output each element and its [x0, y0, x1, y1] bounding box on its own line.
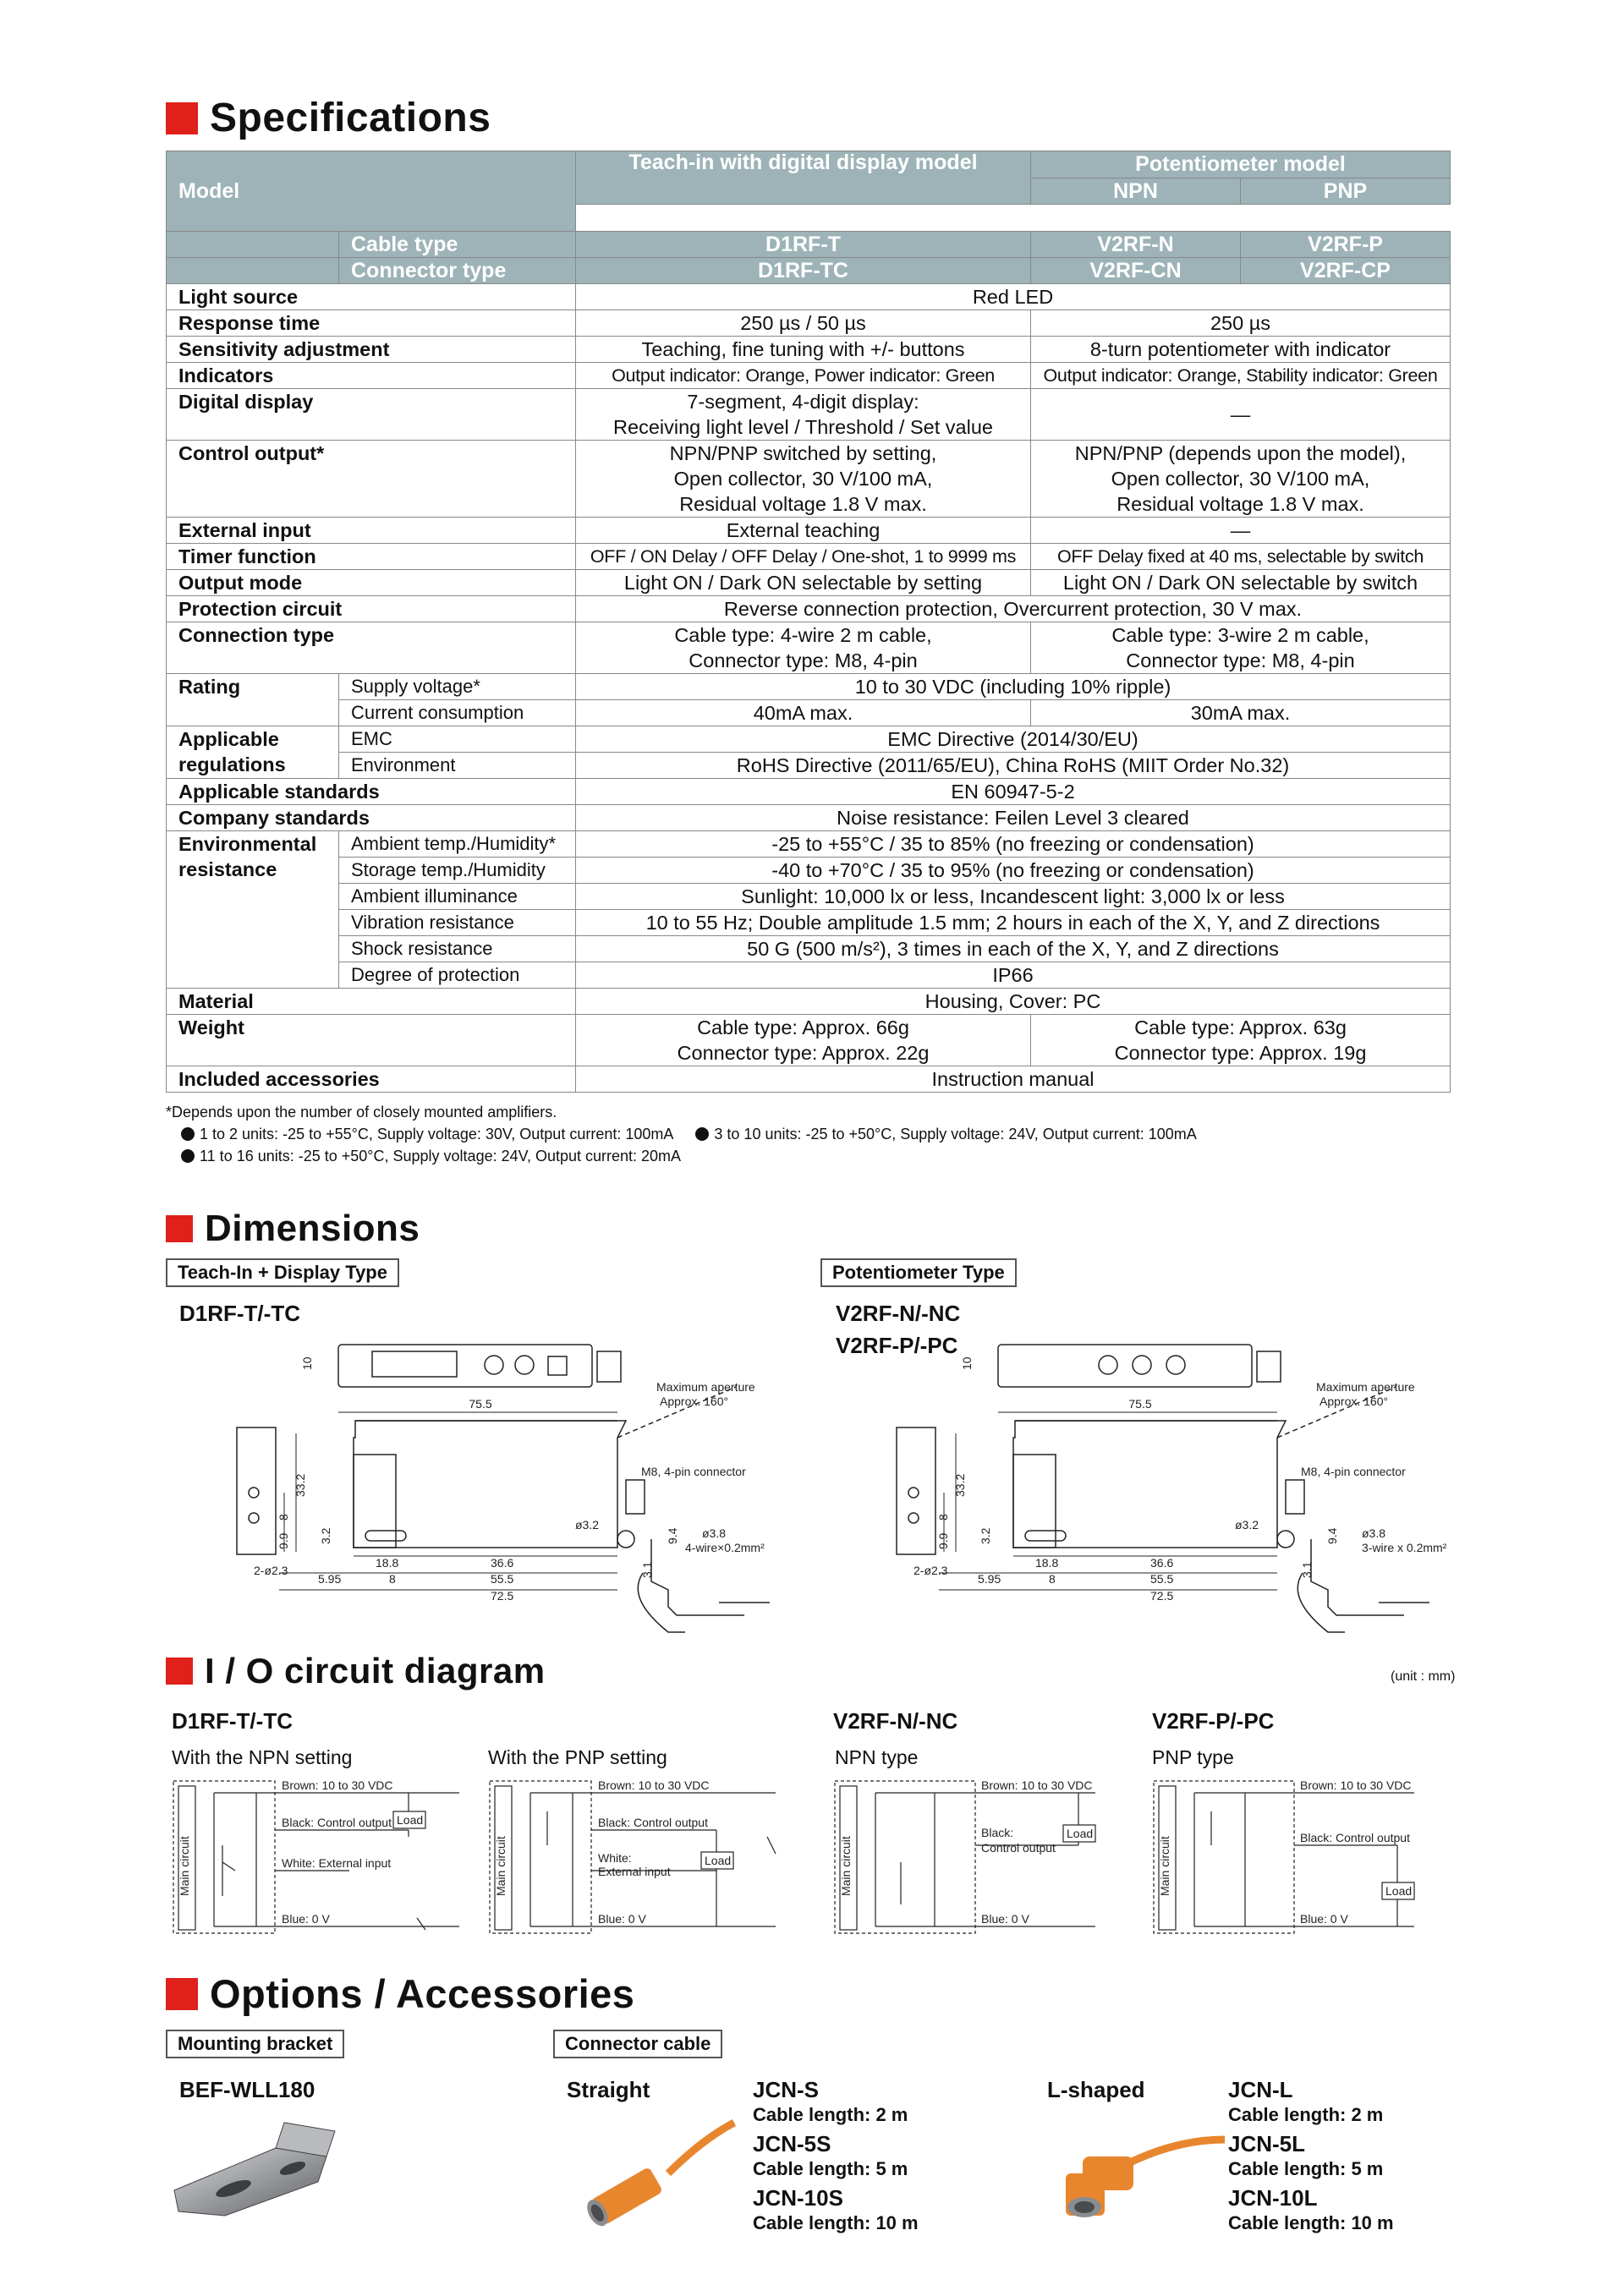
- row-value: 250 µs: [1031, 310, 1451, 337]
- header-npn: NPN: [1031, 178, 1241, 205]
- io-model-mid: V2RF-N/-NC: [833, 1708, 958, 1734]
- dim-label: 5.95: [318, 1572, 342, 1586]
- io-label: Brown: 10 to 30 VDC: [282, 1778, 393, 1792]
- straight-cable-image: [567, 2114, 736, 2241]
- row-value-line: Residual voltage 1.8 V max.: [1116, 493, 1364, 515]
- row-value: Output indicator: Orange, Stability indicator: Green: [1031, 363, 1451, 389]
- row-sublabel: Current consumption: [339, 700, 576, 726]
- row-value: [576, 441, 1031, 518]
- dim-label: M8, 4-pin connector: [641, 1465, 746, 1478]
- section-title: Specifications: [210, 96, 491, 140]
- io-label: Blue: 0 V: [981, 1912, 1029, 1926]
- row-value: 10 to 30 VDC (including 10% ripple): [576, 674, 1451, 700]
- dim-label: 9.4: [1325, 1527, 1339, 1544]
- io-label: Load: [1385, 1884, 1413, 1898]
- dim-label: 2-ø2.3: [254, 1564, 288, 1577]
- note-line: [166, 1145, 1197, 1167]
- cable-length: Cable length: 2 m: [753, 2104, 908, 2125]
- straight-label: Straight: [567, 2077, 650, 2102]
- io-label: Load: [397, 1813, 424, 1827]
- red-square-icon: [166, 102, 198, 134]
- row-label-line: Applicable: [178, 728, 279, 750]
- red-square-icon: [166, 1658, 193, 1685]
- row-label: Response time: [167, 310, 576, 337]
- row-label: External input: [167, 518, 576, 544]
- header-teach-cable: D1RF-T: [576, 232, 1031, 258]
- lshaped-label: L-shaped: [1047, 2077, 1145, 2102]
- header-teach-model: Teach-in with digital display model: [576, 151, 1031, 205]
- row-label: Connection type: [167, 622, 576, 674]
- io-label: Brown: 10 to 30 VDC: [598, 1778, 710, 1792]
- row-value: Noise resistance: Feilen Level 3 cleared: [576, 805, 1451, 831]
- row-value: —: [1031, 389, 1451, 441]
- row-label: Light source: [167, 284, 576, 310]
- row-sublabel: Degree of protection: [339, 962, 576, 989]
- row-sublabel: Environment: [339, 753, 576, 779]
- note-text: 1 to 2 units: -25 to +55°C, Supply voltage: 30V, Output current: 100mA: [200, 1126, 673, 1143]
- row-label: Indicators: [167, 363, 576, 389]
- row-value: Instruction manual: [576, 1066, 1451, 1093]
- cable-model: JCN-5S: [753, 2131, 831, 2156]
- row-value-line: Open collector, 30 V/100 mA,: [1111, 468, 1370, 490]
- row-value: Red LED: [576, 284, 1451, 310]
- row-value: 10 to 55 Hz; Double amplitude 1.5 mm; 2 hours in each of the X, Y, and Z directions: [576, 910, 1451, 936]
- mounting-bracket-image: [166, 2114, 343, 2224]
- io-label: Black:: [981, 1826, 1014, 1839]
- row-value: —: [1031, 518, 1451, 544]
- io-label: Main circuit: [1158, 1836, 1171, 1896]
- row-value: OFF / ON Delay / OFF Delay / One-shot, 1 to 9999 ms: [576, 544, 1031, 570]
- row-label: Included accessories: [167, 1066, 576, 1093]
- row-value-line: Connector type: M8, 4-pin: [1126, 649, 1355, 671]
- red-square-icon: [166, 1215, 193, 1242]
- dim-label: 9.4: [666, 1527, 679, 1544]
- dim-label: ø3.8: [1362, 1526, 1386, 1540]
- io-label: Black: Control output: [1300, 1831, 1410, 1844]
- cable-model: JCN-L: [1228, 2077, 1293, 2102]
- dim-model-left: D1RF-T/-TC: [179, 1301, 300, 1326]
- cable-length: Cable length: 10 m: [1228, 2212, 1394, 2233]
- header-npn-cable: V2RF-N: [1031, 232, 1241, 258]
- cable-length: Cable length: 5 m: [1228, 2158, 1384, 2179]
- row-value: Teaching, fine tuning with +/- buttons: [576, 337, 1031, 363]
- row-label: Digital display: [167, 389, 576, 441]
- dim-label: 33.2: [953, 1473, 967, 1497]
- row-value-line: Open collector, 30 V/100 mA,: [673, 468, 933, 490]
- dim-label: 55.5: [491, 1572, 514, 1586]
- row-value: EN 60947-5-2: [576, 779, 1451, 805]
- row-value: External teaching: [576, 518, 1031, 544]
- row-label: Applicable standards: [167, 779, 576, 805]
- cable-length: Cable length: 5 m: [753, 2158, 908, 2179]
- dim-label: 2-ø2.3: [914, 1564, 948, 1577]
- spec-table: [166, 151, 1451, 1093]
- header-npn-conn: V2RF-CN: [1031, 258, 1241, 284]
- row-label: Weight: [167, 1015, 576, 1066]
- io-label: Main circuit: [178, 1836, 191, 1896]
- cable-model: JCN-5L: [1228, 2131, 1306, 2156]
- row-value-line: NPN/PNP switched by setting,: [669, 442, 937, 464]
- tab-teach-display: Teach-In + Display Type: [166, 1258, 399, 1287]
- dim-label: 75.5: [469, 1397, 492, 1411]
- spec-notes: [166, 1101, 1197, 1167]
- io-caption: With the NPN setting: [172, 1746, 353, 1768]
- note-text: 11 to 16 units: -25 to +50°C, Supply voltage: 24V, Output current: 20mA: [200, 1148, 682, 1164]
- dim-label: 9.9: [277, 1532, 290, 1549]
- section-title: I / O circuit diagram: [205, 1651, 546, 1690]
- cable-length: Cable length: 2 m: [1228, 2104, 1384, 2125]
- row-value: IP66: [576, 962, 1451, 989]
- tab-potentiometer: Potentiometer Type: [820, 1258, 1017, 1287]
- row-value: [576, 1015, 1031, 1066]
- dimension-drawing-potentiometer: [888, 1328, 1463, 1649]
- row-value: Reverse connection protection, Overcurrent protection, 30 V max.: [576, 596, 1451, 622]
- row-value-line: 7-segment, 4-digit display:: [687, 391, 919, 413]
- dim-label: 72.5: [491, 1589, 514, 1603]
- row-value: EMC Directive (2014/30/EU): [576, 726, 1451, 753]
- bullet-icon: [181, 1127, 195, 1141]
- header-pnp-cable: V2RF-P: [1241, 232, 1451, 258]
- io-label: Load: [1067, 1827, 1094, 1840]
- dim-label: 8: [389, 1572, 396, 1586]
- row-sublabel: Supply voltage*: [339, 674, 576, 700]
- dim-label: Maximum aperture: [1316, 1380, 1415, 1394]
- section-title: Options / Accessories: [210, 1971, 635, 2016]
- dim-label: 3.1: [1300, 1561, 1314, 1578]
- dim-label: Approx. 160°: [1320, 1395, 1389, 1408]
- dim-label: 75.5: [1128, 1397, 1152, 1411]
- dim-label: 18.8: [1035, 1556, 1059, 1570]
- row-value-line: Connector type: M8, 4-pin: [689, 649, 918, 671]
- header-cable-type: Cable type: [339, 232, 576, 258]
- note-text: *Depends upon the number of closely mounted amplifiers.: [166, 1104, 557, 1121]
- lshaped-cable-image: [1032, 2114, 1226, 2241]
- io-circuit-pnp-type: [1152, 1778, 1431, 1938]
- row-value: [576, 622, 1031, 674]
- io-label: Blue: 0 V: [282, 1912, 330, 1926]
- row-label: Timer function: [167, 544, 576, 570]
- unit-note: (unit : mm): [1391, 1669, 1456, 1684]
- dim-model-right-2: V2RF-P/-PC: [836, 1333, 958, 1358]
- dim-label: 3-wire x 0.2mm²: [1362, 1541, 1447, 1554]
- row-value-line: Connector type: Approx. 22g: [677, 1042, 930, 1064]
- header-teach-conn: D1RF-TC: [576, 258, 1031, 284]
- cable-model: JCN-10L: [1228, 2185, 1318, 2211]
- io-label: Black: Control output: [598, 1816, 708, 1829]
- tab-connector-cable: Connector cable: [553, 2030, 722, 2058]
- row-sublabel: Vibration resistance: [339, 910, 576, 936]
- row-value-line: Cable type: Approx. 66g: [697, 1016, 909, 1038]
- io-caption: With the PNP setting: [488, 1746, 667, 1768]
- dim-label: ø3.2: [1235, 1518, 1259, 1532]
- row-value-line: Receiving light level / Threshold / Set value: [613, 416, 993, 438]
- io-caption: NPN type: [835, 1746, 919, 1768]
- io-label: Blue: 0 V: [1300, 1912, 1348, 1926]
- row-label-line: Environmental: [178, 833, 317, 855]
- io-label: External input: [598, 1865, 671, 1878]
- section-io: [166, 1651, 546, 1691]
- dim-label: 33.2: [294, 1473, 307, 1497]
- io-label: Brown: 10 to 30 VDC: [981, 1778, 1093, 1792]
- dim-label: 8: [277, 1514, 290, 1521]
- section-options: [166, 1970, 634, 2017]
- row-value-line: NPN/PNP (depends upon the model),: [1074, 442, 1407, 464]
- header-pnp: PNP: [1241, 178, 1451, 205]
- row-sublabel: EMC: [339, 726, 576, 753]
- io-label: Main circuit: [494, 1836, 508, 1896]
- row-value: 8-turn potentiometer with indicator: [1031, 337, 1451, 363]
- row-label: Control output*: [167, 441, 576, 518]
- dim-label: ø3.8: [702, 1526, 727, 1540]
- dim-label: 8: [936, 1514, 950, 1521]
- io-label: Load: [705, 1854, 732, 1867]
- io-label: Main circuit: [839, 1836, 853, 1896]
- row-sublabel: Shock resistance: [339, 936, 576, 962]
- io-caption: PNP type: [1152, 1746, 1234, 1768]
- io-label: White:: [598, 1851, 632, 1865]
- dim-label: M8, 4-pin connector: [1301, 1465, 1406, 1478]
- header-pot-model: Potentiometer model: [1031, 151, 1451, 178]
- row-label: Rating: [167, 674, 339, 726]
- section-specifications: [166, 95, 491, 141]
- row-value: [1031, 441, 1451, 518]
- dim-model-right-1: V2RF-N/-NC: [836, 1301, 961, 1326]
- dim-label: 18.8: [376, 1556, 399, 1570]
- dim-label: ø3.2: [575, 1518, 600, 1532]
- dim-label: 72.5: [1150, 1589, 1174, 1603]
- row-value: [1031, 1015, 1451, 1066]
- bullet-icon: [181, 1149, 195, 1163]
- row-value-line: Residual voltage 1.8 V max.: [679, 493, 927, 515]
- dim-label: 3.2: [979, 1527, 992, 1544]
- io-label: White: External input: [282, 1856, 392, 1870]
- dim-label: 3.1: [640, 1561, 654, 1578]
- red-square-icon: [166, 1978, 198, 2010]
- row-label: Company standards: [167, 805, 576, 831]
- dim-label: 10: [300, 1356, 314, 1370]
- header-connector-type: Connector type: [339, 258, 576, 284]
- cable-length: Cable length: 10 m: [753, 2212, 919, 2233]
- cable-model: JCN-10S: [753, 2185, 843, 2211]
- row-value: Light ON / Dark ON selectable by switch: [1031, 570, 1451, 596]
- dim-label: 36.6: [491, 1556, 514, 1570]
- row-value-line: Cable type: 3-wire 2 m cable,: [1111, 624, 1369, 646]
- note-text: 3 to 10 units: -25 to +50°C, Supply voltage: 24V, Output current: 100mA: [714, 1126, 1197, 1143]
- row-label: Output mode: [167, 570, 576, 596]
- row-label: Sensitivity adjustment: [167, 337, 576, 363]
- dim-label: Approx. 160°: [660, 1395, 729, 1408]
- dim-label: 10: [960, 1356, 974, 1370]
- dim-label: 3.2: [319, 1527, 332, 1544]
- header-model: Model: [167, 151, 576, 232]
- row-value: 250 µs / 50 µs: [576, 310, 1031, 337]
- io-model-left: D1RF-T/-TC: [172, 1708, 293, 1734]
- row-label-line: resistance: [178, 858, 277, 880]
- io-circuit-npn-type: [833, 1778, 1112, 1938]
- dim-label: 8: [1049, 1572, 1056, 1586]
- dim-label: Maximum aperture: [656, 1380, 755, 1394]
- row-sublabel: Ambient temp./Humidity*: [339, 831, 576, 858]
- row-label: [167, 726, 339, 779]
- row-value: Housing, Cover: PC: [576, 989, 1451, 1015]
- row-label-line: regulations: [178, 753, 286, 775]
- row-value-line: Cable type: 4-wire 2 m cable,: [674, 624, 932, 646]
- bullet-icon: [695, 1127, 709, 1141]
- dimension-drawing-teach: [228, 1328, 804, 1649]
- cable-model: JCN-S: [753, 2077, 820, 2102]
- row-label: Protection circuit: [167, 596, 576, 622]
- row-label: Material: [167, 989, 576, 1015]
- io-circuit-pnp-setting: [488, 1778, 788, 1938]
- row-value: Sunlight: 10,000 lx or less, Incandescent light: 3,000 lx or less: [576, 884, 1451, 910]
- io-label: Black: Control output: [282, 1816, 392, 1829]
- io-model-right: V2RF-P/-PC: [1152, 1708, 1275, 1734]
- dim-label: 4-wire×0.2mm²: [685, 1541, 765, 1554]
- io-label: Brown: 10 to 30 VDC: [1300, 1778, 1412, 1792]
- dim-label: 9.9: [936, 1532, 950, 1549]
- row-value: -25 to +55°C / 35 to 85% (no freezing or condensation): [576, 831, 1451, 858]
- section-title: Dimensions: [205, 1208, 420, 1249]
- note-line: [166, 1123, 1197, 1145]
- row-value: [1031, 622, 1451, 674]
- row-value: -40 to +70°C / 35 to 95% (no freezing or condensation): [576, 858, 1451, 884]
- io-label: Control output: [981, 1841, 1056, 1855]
- row-value: [576, 389, 1031, 441]
- row-value: 50 G (500 m/s²), 3 times in each of the X, Y, and Z directions: [576, 936, 1451, 962]
- row-sublabel: Storage temp./Humidity: [339, 858, 576, 884]
- row-sublabel: Ambient illuminance: [339, 884, 576, 910]
- row-value: Output indicator: Orange, Power indicator: Green: [576, 363, 1031, 389]
- section-dimensions: [166, 1208, 420, 1250]
- row-value: 40mA max.: [576, 700, 1031, 726]
- io-circuit-npn-setting: [172, 1778, 472, 1938]
- row-value: 30mA max.: [1031, 700, 1451, 726]
- row-label: [167, 831, 339, 989]
- dim-label: 55.5: [1150, 1572, 1174, 1586]
- row-value: Light ON / Dark ON selectable by setting: [576, 570, 1031, 596]
- io-label: Blue: 0 V: [598, 1912, 646, 1926]
- row-value-line: Connector type: Approx. 19g: [1114, 1042, 1367, 1064]
- row-value: OFF Delay fixed at 40 ms, selectable by switch: [1031, 544, 1451, 570]
- dim-label: 5.95: [978, 1572, 1001, 1586]
- dim-label: 36.6: [1150, 1556, 1174, 1570]
- row-value-line: Cable type: Approx. 63g: [1134, 1016, 1347, 1038]
- bracket-model: BEF-WLL180: [179, 2077, 315, 2102]
- row-value: RoHS Directive (2011/65/EU), China RoHS (MIIT Order No.32): [576, 753, 1451, 779]
- tab-mounting-bracket: Mounting bracket: [166, 2030, 344, 2058]
- header-pnp-conn: V2RF-CP: [1241, 258, 1451, 284]
